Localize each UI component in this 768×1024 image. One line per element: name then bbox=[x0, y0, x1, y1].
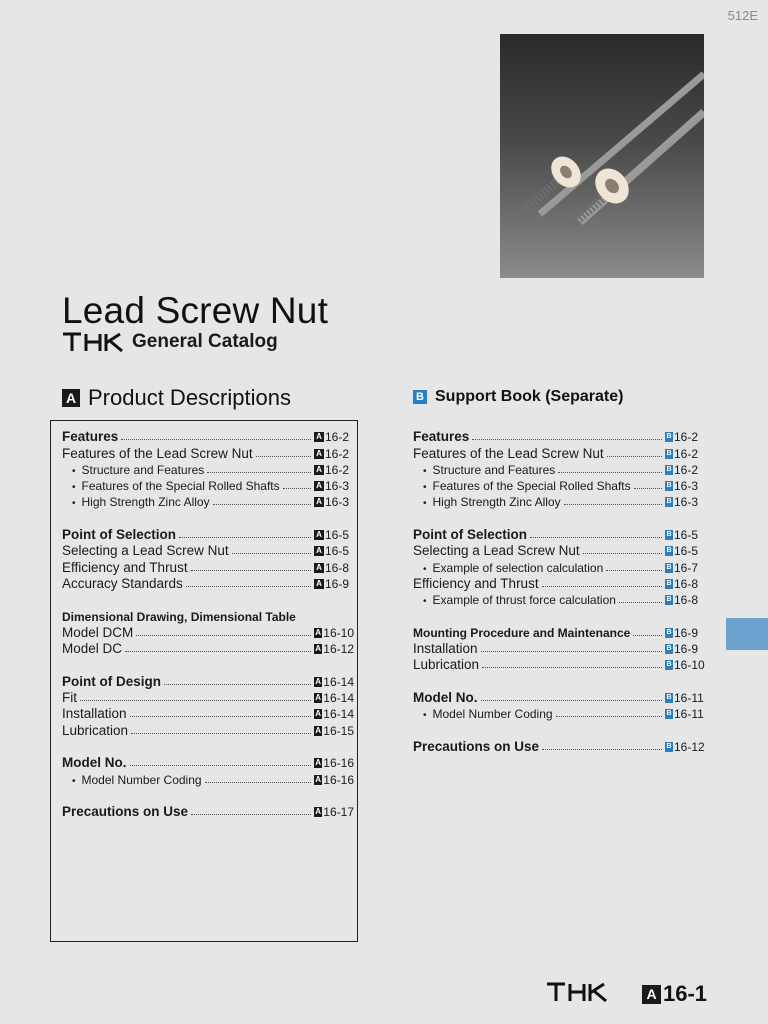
toc-entry-label: • Model Number Coding bbox=[62, 773, 202, 787]
toc-entry[interactable] bbox=[62, 689, 354, 705]
toc-entry[interactable] bbox=[62, 461, 354, 477]
page-marker-icon: B bbox=[666, 482, 672, 490]
toc-entry[interactable] bbox=[62, 575, 354, 591]
section-a-heading bbox=[62, 385, 291, 411]
page-marker-icon: A bbox=[315, 807, 322, 817]
toc-leader-dots bbox=[558, 472, 662, 473]
toc-leader-dots bbox=[207, 472, 311, 473]
toc-entry[interactable] bbox=[62, 721, 354, 737]
toc-entry-label: Installation bbox=[62, 706, 127, 722]
toc-entry-label: Mounting Procedure and Maintenance bbox=[413, 625, 631, 640]
toc-entry-page bbox=[314, 577, 354, 591]
page-marker-icon: A bbox=[315, 725, 322, 735]
footer-page: 16-1 bbox=[663, 981, 708, 1006]
toc-leader-dots bbox=[186, 586, 311, 587]
toc-entry-page bbox=[314, 430, 354, 444]
toc-leader-dots bbox=[130, 765, 312, 766]
footer-page-number bbox=[642, 981, 707, 1007]
toc-entry[interactable] bbox=[62, 640, 354, 656]
toc-entry-label: Features of the Lead Screw Nut bbox=[62, 445, 253, 461]
toc-entry-page bbox=[314, 724, 354, 738]
page-marker-icon: A bbox=[314, 497, 324, 507]
toc-page-value: 16-8 bbox=[674, 576, 699, 591]
section-side-tab[interactable] bbox=[726, 618, 768, 650]
toc-entry[interactable] bbox=[62, 542, 354, 558]
toc-page-value: 16-5 bbox=[325, 528, 350, 543]
toc-entry-page bbox=[665, 691, 705, 705]
toc-entry-label: Fit bbox=[62, 690, 77, 706]
page-marker-icon: B bbox=[666, 547, 672, 555]
toc-leader-dots bbox=[179, 537, 311, 538]
toc-leader-dots bbox=[121, 439, 311, 440]
page-marker-icon: B bbox=[666, 563, 672, 571]
toc-entry-label: Efficiency and Thrust bbox=[413, 575, 539, 591]
toc-entry[interactable] bbox=[413, 640, 705, 656]
toc-spacer bbox=[413, 509, 705, 525]
toc-spacer bbox=[62, 787, 354, 803]
toc-entry-label: Accuracy Standards bbox=[62, 575, 183, 591]
toc-entry[interactable] bbox=[62, 754, 354, 770]
page-marker-icon: B bbox=[666, 694, 672, 702]
page-marker-icon: A bbox=[315, 709, 322, 719]
toc-entry[interactable] bbox=[413, 444, 705, 460]
page-marker-icon: A bbox=[314, 449, 324, 459]
page-marker-icon: B bbox=[666, 596, 672, 604]
toc-entry-page bbox=[665, 658, 705, 672]
page-marker-icon: B bbox=[666, 498, 672, 506]
toc-entry-page bbox=[314, 707, 354, 721]
toc-entry[interactable] bbox=[413, 493, 705, 509]
toc-entry[interactable] bbox=[413, 738, 705, 754]
toc-page-value: 16-14 bbox=[323, 674, 354, 689]
toc-entry-page bbox=[314, 561, 354, 575]
toc-leader-dots bbox=[606, 570, 662, 571]
toc-entry-label: Selecting a Lead Screw Nut bbox=[62, 543, 229, 559]
toc-leader-dots bbox=[205, 782, 311, 783]
toc-entry[interactable] bbox=[62, 770, 354, 786]
toc-page-value: 16-11 bbox=[674, 691, 704, 706]
toc-entry[interactable] bbox=[62, 444, 354, 460]
toc-page-value: 16-2 bbox=[325, 462, 350, 477]
toc-entry[interactable] bbox=[413, 591, 705, 607]
section-b-heading bbox=[413, 388, 623, 406]
toc-page-value: 16-2 bbox=[325, 430, 350, 445]
section-a-label: Product Descriptions bbox=[88, 385, 291, 410]
section-b-marker: B bbox=[413, 390, 427, 404]
toc-entry-label: • Example of thrust force calculation bbox=[413, 593, 616, 607]
toc-product-descriptions bbox=[62, 428, 354, 819]
toc-entry-label: • Features of the Special Rolled Shafts bbox=[62, 479, 280, 493]
toc-entry-page bbox=[314, 756, 354, 770]
toc-leader-dots bbox=[191, 570, 311, 571]
toc-page-value: 16-12 bbox=[674, 739, 705, 754]
toc-leader-dots bbox=[564, 504, 662, 505]
toc-entry-label: Dimensional Drawing, Dimensional Table bbox=[62, 609, 296, 624]
toc-page-value: 16-2 bbox=[674, 446, 699, 461]
toc-entry-label: Features bbox=[413, 429, 470, 445]
toc-leader-dots bbox=[619, 602, 662, 603]
toc-entry[interactable] bbox=[62, 558, 354, 574]
toc-entry[interactable] bbox=[62, 477, 354, 493]
toc-page-value: 16-3 bbox=[325, 479, 350, 494]
toc-entry-label: • Features of the Special Rolled Shafts bbox=[413, 479, 631, 493]
toc-page-value: 16-5 bbox=[325, 544, 350, 559]
toc-entry-page bbox=[314, 773, 354, 787]
page-marker-icon: A bbox=[314, 579, 324, 589]
toc-entry[interactable] bbox=[413, 558, 705, 574]
toc-page-value: 16-14 bbox=[323, 691, 354, 706]
toc-entry[interactable] bbox=[62, 705, 354, 721]
page-marker-icon: B bbox=[666, 465, 672, 473]
toc-page-value: 16-16 bbox=[323, 756, 354, 771]
toc-entry-page bbox=[314, 642, 354, 656]
toc-entry[interactable] bbox=[62, 803, 354, 819]
toc-page-value: 16-12 bbox=[323, 642, 354, 657]
toc-entry[interactable] bbox=[413, 575, 705, 591]
toc-page-value: 16-3 bbox=[674, 495, 699, 510]
toc-entry-page bbox=[665, 430, 705, 444]
toc-entry-label: • Structure and Features bbox=[62, 463, 204, 477]
toc-leader-dots bbox=[481, 700, 663, 701]
toc-entry[interactable] bbox=[413, 656, 705, 672]
toc-page-value: 16-16 bbox=[323, 772, 354, 787]
toc-entry-label: Lubrication bbox=[62, 722, 129, 738]
toc-page-value: 16-8 bbox=[674, 593, 699, 608]
toc-leader-dots bbox=[191, 814, 311, 815]
toc-entry[interactable] bbox=[62, 672, 354, 688]
toc-entry-page bbox=[314, 479, 354, 493]
toc-support-book bbox=[413, 428, 705, 754]
page-marker-icon: A bbox=[314, 546, 324, 556]
thk-logo-icon bbox=[62, 331, 124, 353]
page-marker-icon: A bbox=[314, 481, 324, 491]
toc-leader-dots bbox=[542, 749, 662, 750]
page-marker-icon: B bbox=[666, 628, 672, 636]
page-marker-icon: B bbox=[666, 661, 672, 669]
toc-leader-dots bbox=[164, 684, 311, 685]
page-marker-icon: A bbox=[315, 774, 322, 784]
toc-leader-dots bbox=[634, 488, 662, 489]
toc-entry[interactable] bbox=[62, 607, 354, 623]
toc-spacer bbox=[413, 607, 705, 623]
toc-entry[interactable] bbox=[413, 542, 705, 558]
page-marker-icon: A bbox=[315, 627, 322, 637]
toc-leader-dots bbox=[556, 716, 662, 717]
toc-entry-page bbox=[665, 528, 705, 542]
toc-entry-label: Precautions on Use bbox=[62, 804, 189, 820]
lead-screw-photo bbox=[500, 34, 704, 278]
toc-page-value: 16-10 bbox=[323, 625, 354, 640]
toc-entry-label: • Structure and Features bbox=[413, 463, 555, 477]
page-marker-icon: B bbox=[666, 710, 672, 718]
toc-spacer bbox=[62, 656, 354, 672]
toc-entry-page bbox=[314, 544, 354, 558]
page-marker-icon: A bbox=[315, 676, 322, 686]
page-marker-icon: A bbox=[315, 693, 322, 703]
toc-leader-dots bbox=[542, 586, 662, 587]
footer-brand bbox=[544, 981, 610, 1003]
toc-entry-label: • Example of selection calculation bbox=[413, 561, 603, 575]
page-marker-icon: B bbox=[666, 449, 672, 457]
toc-entry[interactable] bbox=[413, 689, 705, 705]
toc-page-value: 16-11 bbox=[674, 707, 704, 722]
toc-entry[interactable] bbox=[62, 624, 354, 640]
toc-entry-label: • High Strength Zinc Alloy bbox=[413, 495, 561, 509]
toc-leader-dots bbox=[232, 553, 311, 554]
toc-entry-label: • Model Number Coding bbox=[413, 707, 553, 721]
toc-page-value: 16-10 bbox=[674, 658, 705, 673]
page-marker-icon: B bbox=[666, 433, 672, 441]
toc-entry[interactable] bbox=[413, 477, 705, 493]
toc-entry-label: Precautions on Use bbox=[413, 738, 540, 754]
toc-page-value: 16-8 bbox=[325, 560, 350, 575]
toc-page-value: 16-9 bbox=[674, 642, 699, 657]
toc-entry-page bbox=[665, 577, 705, 591]
toc-entry-page bbox=[665, 447, 705, 461]
document-code: 512E bbox=[727, 8, 758, 23]
catalog-subtitle bbox=[62, 331, 278, 353]
toc-entry[interactable] bbox=[62, 526, 354, 542]
toc-entry-label: Features of the Lead Screw Nut bbox=[413, 445, 604, 461]
toc-entry-label: Installation bbox=[413, 641, 478, 657]
toc-entry-page bbox=[314, 447, 354, 461]
toc-page-value: 16-9 bbox=[325, 576, 350, 591]
toc-leader-dots bbox=[482, 667, 662, 668]
page-title: Lead Screw Nut bbox=[62, 290, 329, 331]
toc-leader-dots bbox=[213, 504, 311, 505]
toc-entry-page bbox=[314, 805, 354, 819]
toc-leader-dots bbox=[80, 700, 311, 701]
toc-page-value: 16-3 bbox=[325, 495, 350, 510]
page-marker-icon: B bbox=[666, 645, 672, 653]
toc-page-value: 16-5 bbox=[674, 544, 699, 559]
toc-leader-dots bbox=[633, 635, 662, 636]
toc-spacer bbox=[62, 509, 354, 525]
footer-marker: A bbox=[642, 985, 661, 1004]
page-marker-icon: A bbox=[314, 432, 324, 442]
toc-entry-label: Features bbox=[62, 429, 119, 445]
toc-spacer bbox=[62, 591, 354, 607]
toc-entry-label: Point of Selection bbox=[62, 527, 177, 543]
toc-entry-page bbox=[665, 544, 705, 558]
toc-entry-page bbox=[314, 495, 354, 509]
toc-leader-dots bbox=[607, 456, 662, 457]
toc-page-value: 16-7 bbox=[674, 560, 699, 575]
page-marker-icon: A bbox=[315, 758, 322, 768]
toc-entry-label: Model No. bbox=[413, 690, 478, 706]
toc-spacer bbox=[413, 721, 705, 737]
page-marker-icon: A bbox=[315, 644, 322, 654]
toc-entry-label: • High Strength Zinc Alloy bbox=[62, 495, 210, 509]
toc-leader-dots bbox=[125, 651, 311, 652]
toc-entry[interactable] bbox=[413, 526, 705, 542]
toc-entry[interactable] bbox=[413, 428, 705, 444]
toc-entry-page bbox=[314, 691, 354, 705]
toc-leader-dots bbox=[256, 456, 311, 457]
toc-page-value: 16-2 bbox=[674, 462, 699, 477]
toc-leader-dots bbox=[130, 716, 311, 717]
toc-leader-dots bbox=[283, 488, 311, 489]
page-marker-icon: A bbox=[314, 530, 324, 540]
toc-spacer bbox=[413, 672, 705, 688]
toc-entry-page bbox=[665, 642, 705, 656]
toc-entry[interactable] bbox=[62, 493, 354, 509]
toc-page-value: 16-17 bbox=[323, 805, 354, 820]
toc-entry-page bbox=[665, 707, 705, 721]
page-marker-icon: B bbox=[666, 579, 672, 587]
toc-leader-dots bbox=[472, 439, 662, 440]
page-marker-icon: A bbox=[314, 563, 324, 573]
toc-leader-dots bbox=[530, 537, 662, 538]
toc-entry-label: Selecting a Lead Screw Nut bbox=[413, 543, 580, 559]
thk-footer-logo-icon bbox=[544, 981, 610, 1003]
toc-leader-dots bbox=[131, 733, 311, 734]
toc-entry-page bbox=[314, 528, 354, 542]
toc-page-value: 16-15 bbox=[323, 723, 354, 738]
toc-entry-page bbox=[314, 675, 354, 689]
toc-entry-label: Point of Design bbox=[62, 673, 161, 689]
toc-entry-page bbox=[314, 463, 354, 477]
toc-page-value: 16-2 bbox=[325, 446, 350, 461]
toc-entry-page bbox=[665, 561, 705, 575]
toc-spacer bbox=[62, 738, 354, 754]
toc-leader-dots bbox=[136, 635, 311, 636]
toc-entry-page bbox=[665, 593, 705, 607]
page-marker-icon: B bbox=[666, 531, 672, 539]
toc-entry-label: Model DC bbox=[62, 641, 123, 657]
section-a-marker: A bbox=[62, 389, 80, 407]
section-b-label: Support Book (Separate) bbox=[435, 388, 624, 405]
toc-entry-label: Model DCM bbox=[62, 624, 134, 640]
toc-entry-page bbox=[665, 626, 705, 640]
toc-page-value: 16-3 bbox=[674, 479, 699, 494]
toc-page-value: 16-14 bbox=[323, 707, 354, 722]
toc-leader-dots bbox=[583, 553, 662, 554]
toc-entry[interactable] bbox=[62, 428, 354, 444]
toc-entry[interactable] bbox=[413, 461, 705, 477]
toc-entry-page bbox=[665, 740, 705, 754]
toc-entry[interactable] bbox=[413, 705, 705, 721]
page-marker-icon: A bbox=[314, 465, 324, 475]
toc-entry-label: Point of Selection bbox=[413, 527, 528, 543]
toc-page-value: 16-5 bbox=[674, 528, 699, 543]
toc-entry-page bbox=[314, 626, 354, 640]
toc-entry-page bbox=[665, 463, 705, 477]
toc-page-value: 16-2 bbox=[674, 430, 699, 445]
toc-entry-label: Lubrication bbox=[413, 657, 480, 673]
subtitle-text: General Catalog bbox=[132, 331, 278, 352]
toc-entry-label: Model No. bbox=[62, 755, 127, 771]
toc-leader-dots bbox=[481, 651, 662, 652]
toc-page-value: 16-9 bbox=[674, 625, 699, 640]
toc-entry-page bbox=[665, 495, 705, 509]
toc-entry[interactable] bbox=[413, 624, 705, 640]
page-marker-icon: B bbox=[666, 742, 672, 750]
toc-entry-label: Efficiency and Thrust bbox=[62, 559, 188, 575]
toc-entry-page bbox=[665, 479, 705, 493]
